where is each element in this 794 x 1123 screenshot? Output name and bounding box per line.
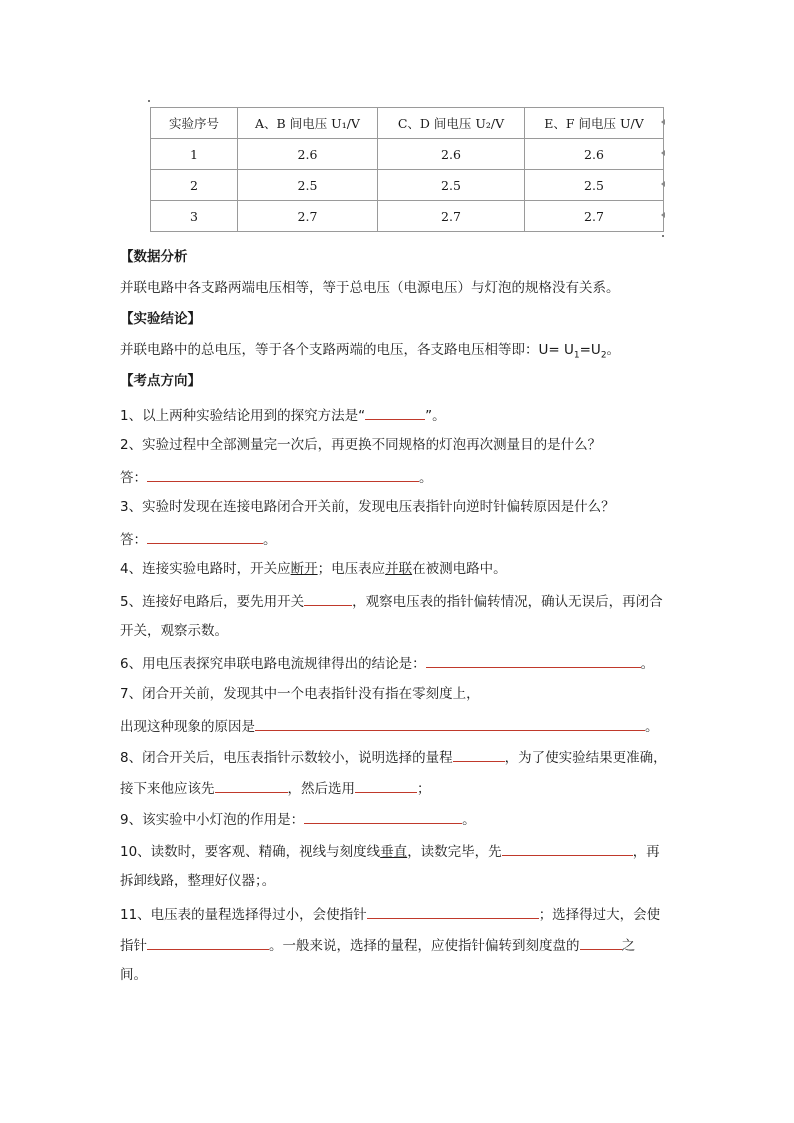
table-cell: 1 xyxy=(151,139,238,170)
q11-text-d: 。一般来说，选择的量程，应使指针偏转到刻度盘的 xyxy=(269,938,580,954)
q1-blank xyxy=(365,405,425,420)
conclusion-end: 。 xyxy=(606,342,621,358)
table-header-cell: A、B 间电压 U₁/V xyxy=(238,108,378,139)
question-11-end: 间。 xyxy=(120,967,147,983)
table-row xyxy=(151,139,664,170)
answer-3-blank xyxy=(147,529,263,544)
q5-text-a: 5、连接好电路后，要先用开关 xyxy=(120,594,305,610)
table-cell: 2.6 xyxy=(525,139,664,170)
q10-answer: 垂直 xyxy=(380,844,408,860)
table-cell: 3 xyxy=(151,201,238,232)
q8-text-a: 8、闭合开关后，电压表指针示数较小，说明选择的量程 xyxy=(120,750,453,766)
q8-blank-1 xyxy=(453,747,505,762)
table-cell: 2.5 xyxy=(525,170,664,201)
q5-blank xyxy=(304,591,352,606)
question-11 xyxy=(120,904,660,924)
table-cell: 2.7 xyxy=(525,201,664,232)
q1-end: ”。 xyxy=(425,408,446,424)
q11-text-a: 11、电压表的量程选择得过小，会使指针 xyxy=(120,907,367,923)
q4-answer-1: 断开 xyxy=(290,561,318,577)
answer-2-blank xyxy=(147,467,419,482)
answer-label: 答： xyxy=(120,532,147,548)
question-10-cont: 拆卸线路，整理好仪器；。 xyxy=(120,873,276,889)
conclusion-text xyxy=(120,341,620,365)
question-3: 3、实验时发现在连接电路闭合开关前，发现电压表指针向逆时针偏转原因是什么？ xyxy=(120,499,615,515)
subscript-1: 1 xyxy=(573,350,580,361)
table-cell: 2.6 xyxy=(378,139,525,170)
table-header-cell: 实验序号 xyxy=(151,108,238,139)
q8-blank-3 xyxy=(355,778,417,793)
question-5-cont: 开关，观察示数。 xyxy=(120,623,228,639)
q7-text-b: 出现这种现象的原因是 xyxy=(120,719,255,735)
table-header-cell: E、F 间电压 U/V xyxy=(525,108,664,139)
subscript-2: 2 xyxy=(600,350,607,361)
q11-text-c: 指针 xyxy=(120,938,147,954)
q11-blank-3 xyxy=(580,935,622,950)
q11-blank-1 xyxy=(367,904,539,919)
conclusion-text-a: 并联电路中的总电压，等于各个支路两端的电压，各支路电压相等即：U= U xyxy=(120,342,574,358)
q11-text-b: ；选择得过大，会使 xyxy=(538,907,661,923)
q6-blank xyxy=(426,653,641,668)
q4-text-a: 4、连接实验电路时，开关应 xyxy=(120,561,291,577)
q1-text: 1、以上两种实验结论用到的探究方法是“ xyxy=(120,408,366,424)
question-11-cont xyxy=(120,935,635,955)
table-cell: 2.5 xyxy=(238,170,378,201)
q11-text-e: 之 xyxy=(621,938,635,954)
table-cell: 2 xyxy=(151,170,238,201)
q10-text-b: ，读数完毕，先 xyxy=(407,844,502,860)
question-2: 2、实验过程中全部测量完一次后，再更换不同规格的灯泡再次测量目的是什么？ xyxy=(120,437,602,453)
question-1 xyxy=(120,405,446,425)
conclusion-heading: 【实验结论】 xyxy=(120,311,201,327)
question-10 xyxy=(120,841,660,861)
q8-text-e: ； xyxy=(417,781,431,797)
table-row xyxy=(151,170,664,201)
q8-text-c: 接下来他应该先 xyxy=(120,781,215,797)
q4-answer-2: 并联 xyxy=(385,561,413,577)
question-6 xyxy=(120,653,654,673)
answer-3 xyxy=(120,529,277,549)
period: 。 xyxy=(263,532,277,548)
q9-text: 9、该实验中小灯泡的作用是： xyxy=(120,812,305,828)
question-8 xyxy=(120,747,667,767)
answer-label: 答： xyxy=(120,470,147,486)
answer-2 xyxy=(120,467,433,487)
table-corner-mark xyxy=(148,100,150,102)
period: 。 xyxy=(640,656,655,672)
period: 。 xyxy=(645,719,659,735)
question-5 xyxy=(120,591,663,611)
conclusion-mid: =U xyxy=(579,342,601,358)
table-cell: 2.7 xyxy=(378,201,525,232)
analysis-heading: 【数据分析 xyxy=(120,249,188,265)
q8-blank-2 xyxy=(215,778,288,793)
voltage-table xyxy=(150,107,664,232)
q4-text-b: ；电压表应 xyxy=(317,561,386,577)
row-end-mark xyxy=(661,150,665,156)
table-cell: 2.7 xyxy=(238,201,378,232)
question-7-cont xyxy=(120,716,659,736)
q6-text: 6、用电压表探究串联电路电流规律得出的结论是： xyxy=(120,656,426,672)
table-header-row xyxy=(151,108,664,139)
table-cell: 2.5 xyxy=(378,170,525,201)
q10-text-c: ，再 xyxy=(632,844,660,860)
question-4 xyxy=(120,560,507,578)
q10-text-a: 10、读数时，要客观、精确，视线与刻度线 xyxy=(120,844,381,860)
q8-text-d: ，然后选用 xyxy=(287,781,355,797)
row-end-mark xyxy=(661,119,665,125)
exam-heading: 【考点方向】 xyxy=(120,373,201,389)
table-row xyxy=(151,201,664,232)
q5-text-b: ，观察电压表的指针偏转情况，确认无误后，再闭合 xyxy=(352,594,663,610)
row-end-mark xyxy=(661,212,665,218)
question-9 xyxy=(120,809,476,829)
table-cell: 2.6 xyxy=(238,139,378,170)
period: 。 xyxy=(419,470,433,486)
q9-blank xyxy=(304,809,462,824)
question-7: 7、闭合开关前，发现其中一个电表指针没有指在零刻度上， xyxy=(120,686,480,702)
analysis-text: 并联电路中各支路两端电压相等，等于总电压（电源电压）与灯泡的规格没有关系。 xyxy=(120,280,620,296)
q11-blank-2 xyxy=(147,935,269,950)
q10-blank xyxy=(502,841,633,856)
period: 。 xyxy=(462,812,476,828)
row-end-mark xyxy=(661,181,665,187)
q7-blank xyxy=(255,716,645,731)
question-8-cont xyxy=(120,778,431,798)
q8-text-b: ，为了使实验结果更准确， xyxy=(504,750,667,766)
table-corner-mark xyxy=(662,235,664,237)
table-header-cell: C、D 间电压 U₂/V xyxy=(378,108,525,139)
q4-text-c: 在被测电路中。 xyxy=(412,561,507,577)
